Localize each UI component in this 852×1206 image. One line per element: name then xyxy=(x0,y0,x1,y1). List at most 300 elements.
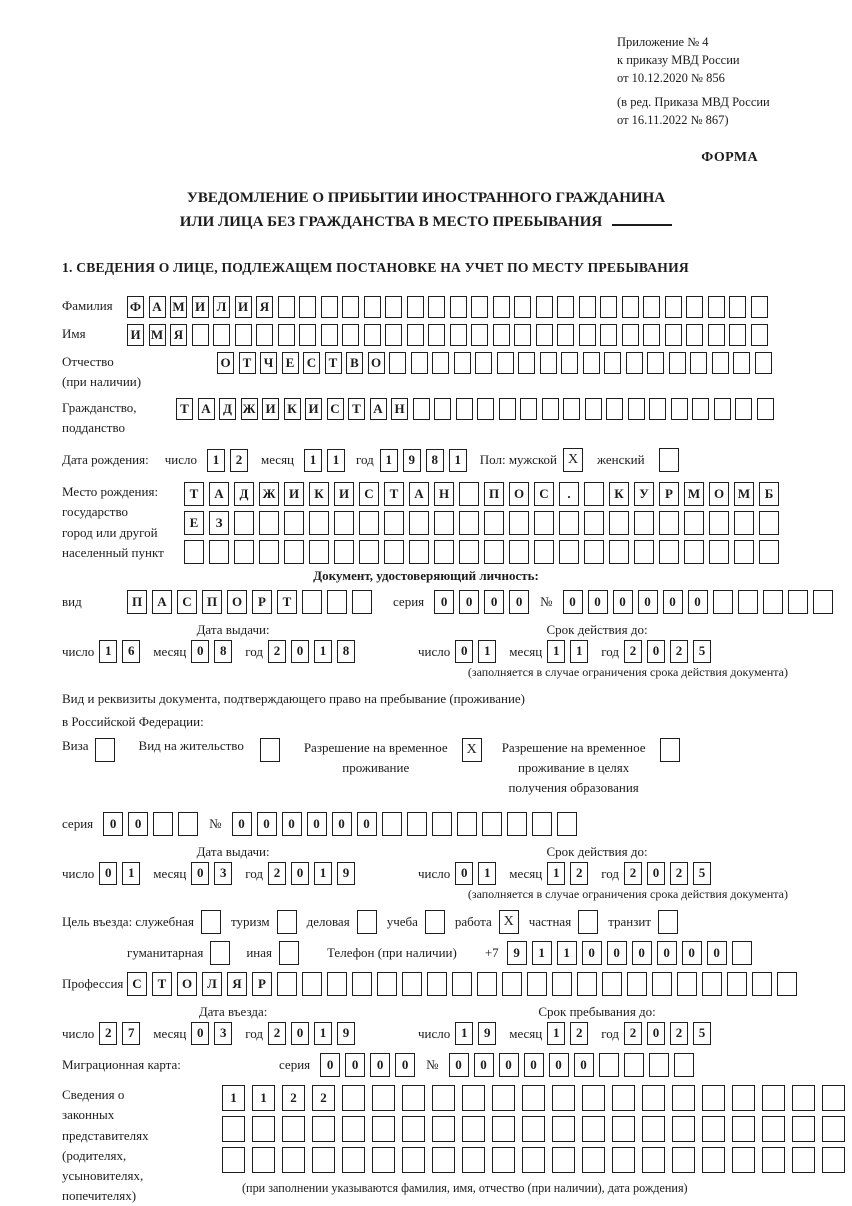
char-cell[interactable] xyxy=(327,590,347,614)
char-cell[interactable]: Я xyxy=(227,972,247,996)
char-cell[interactable]: 0 xyxy=(307,812,327,836)
char-cell[interactable] xyxy=(428,324,445,346)
char-cell[interactable]: 1 xyxy=(99,640,117,663)
char-cell[interactable] xyxy=(582,1147,605,1173)
char-cell[interactable] xyxy=(434,398,451,420)
char-cell[interactable] xyxy=(518,352,535,374)
char-cell[interactable] xyxy=(342,296,359,318)
char-cell[interactable] xyxy=(384,540,404,564)
char-cell[interactable]: 0 xyxy=(449,1053,469,1077)
char-cell[interactable] xyxy=(434,511,454,535)
char-cell[interactable]: 0 xyxy=(282,812,302,836)
char-cell[interactable] xyxy=(321,296,338,318)
char-cell[interactable]: 0 xyxy=(257,812,277,836)
char-cell[interactable] xyxy=(402,1116,425,1142)
char-cell[interactable] xyxy=(252,1147,275,1173)
char-cell[interactable] xyxy=(734,511,754,535)
char-cell[interactable] xyxy=(342,1116,365,1142)
char-cell[interactable] xyxy=(579,324,596,346)
char-cell[interactable] xyxy=(714,398,731,420)
char-cell[interactable]: 1 xyxy=(547,862,565,885)
char-cell[interactable] xyxy=(312,1147,335,1173)
char-cell[interactable] xyxy=(334,511,354,535)
char-cell[interactable] xyxy=(757,398,774,420)
char-cell[interactable]: 0 xyxy=(607,941,627,965)
char-cell[interactable] xyxy=(432,1147,455,1173)
char-cell[interactable] xyxy=(686,324,703,346)
char-cell[interactable]: П xyxy=(127,590,147,614)
char-cell[interactable] xyxy=(813,590,833,614)
residence-permit-checkbox[interactable] xyxy=(260,738,280,762)
char-cell[interactable]: 6 xyxy=(122,640,140,663)
char-cell[interactable] xyxy=(385,324,402,346)
char-cell[interactable] xyxy=(299,324,316,346)
char-cell[interactable]: Т xyxy=(325,352,342,374)
private-checkbox[interactable] xyxy=(578,910,598,934)
char-cell[interactable] xyxy=(385,296,402,318)
char-cell[interactable] xyxy=(686,296,703,318)
char-cell[interactable]: Д xyxy=(219,398,236,420)
char-cell[interactable] xyxy=(178,812,198,836)
char-cell[interactable] xyxy=(514,296,531,318)
char-cell[interactable]: М xyxy=(734,482,754,506)
char-cell[interactable]: 0 xyxy=(455,862,473,885)
char-cell[interactable]: И xyxy=(262,398,279,420)
char-cell[interactable] xyxy=(628,398,645,420)
char-cell[interactable] xyxy=(534,540,554,564)
char-cell[interactable]: А xyxy=(209,482,229,506)
char-cell[interactable]: 0 xyxy=(357,812,377,836)
char-cell[interactable] xyxy=(622,296,639,318)
char-cell[interactable]: 8 xyxy=(337,640,355,663)
char-cell[interactable] xyxy=(428,296,445,318)
char-cell[interactable] xyxy=(342,1147,365,1173)
char-cell[interactable] xyxy=(407,324,424,346)
char-cell[interactable] xyxy=(222,1116,245,1142)
char-cell[interactable] xyxy=(536,296,553,318)
official-checkbox[interactable] xyxy=(201,910,221,934)
char-cell[interactable]: Т xyxy=(176,398,193,420)
char-cell[interactable] xyxy=(702,1116,725,1142)
char-cell[interactable] xyxy=(493,324,510,346)
char-cell[interactable]: И xyxy=(127,324,144,346)
char-cell[interactable]: Ж xyxy=(241,398,258,420)
char-cell[interactable] xyxy=(278,324,295,346)
char-cell[interactable] xyxy=(377,972,397,996)
char-cell[interactable] xyxy=(557,296,574,318)
char-cell[interactable] xyxy=(364,324,381,346)
char-cell[interactable] xyxy=(484,540,504,564)
char-cell[interactable] xyxy=(734,540,754,564)
char-cell[interactable]: Л xyxy=(202,972,222,996)
char-cell[interactable] xyxy=(763,590,783,614)
char-cell[interactable] xyxy=(509,540,529,564)
char-cell[interactable]: Н xyxy=(434,482,454,506)
char-cell[interactable] xyxy=(402,1085,425,1111)
char-cell[interactable]: 1 xyxy=(455,1022,473,1045)
char-cell[interactable]: К xyxy=(284,398,301,420)
char-cell[interactable] xyxy=(284,540,304,564)
char-cell[interactable] xyxy=(732,1147,755,1173)
char-cell[interactable]: 0 xyxy=(370,1053,390,1077)
char-cell[interactable]: 0 xyxy=(638,590,658,614)
char-cell[interactable]: Я xyxy=(170,324,187,346)
char-cell[interactable] xyxy=(359,540,379,564)
char-cell[interactable] xyxy=(751,296,768,318)
char-cell[interactable]: М xyxy=(170,296,187,318)
char-cell[interactable] xyxy=(459,482,479,506)
char-cell[interactable] xyxy=(402,972,422,996)
char-cell[interactable]: 0 xyxy=(647,862,665,885)
char-cell[interactable] xyxy=(450,324,467,346)
char-cell[interactable] xyxy=(583,352,600,374)
char-cell[interactable]: 9 xyxy=(337,862,355,885)
char-cell[interactable] xyxy=(282,1147,305,1173)
char-cell[interactable] xyxy=(759,540,779,564)
char-cell[interactable]: А xyxy=(152,590,172,614)
char-cell[interactable]: 5 xyxy=(693,862,711,885)
char-cell[interactable] xyxy=(622,324,639,346)
char-cell[interactable]: 0 xyxy=(632,941,652,965)
char-cell[interactable] xyxy=(457,812,477,836)
char-cell[interactable]: 0 xyxy=(291,862,309,885)
char-cell[interactable] xyxy=(459,511,479,535)
char-cell[interactable]: 0 xyxy=(291,1022,309,1045)
char-cell[interactable]: 2 xyxy=(268,862,286,885)
char-cell[interactable] xyxy=(600,296,617,318)
char-cell[interactable]: 0 xyxy=(103,812,123,836)
char-cell[interactable] xyxy=(733,352,750,374)
char-cell[interactable] xyxy=(302,972,322,996)
char-cell[interactable] xyxy=(389,352,406,374)
char-cell[interactable] xyxy=(579,296,596,318)
char-cell[interactable]: Ф xyxy=(127,296,144,318)
char-cell[interactable] xyxy=(732,1116,755,1142)
char-cell[interactable]: 1 xyxy=(547,1022,565,1045)
char-cell[interactable]: И xyxy=(192,296,209,318)
char-cell[interactable]: О xyxy=(368,352,385,374)
char-cell[interactable]: О xyxy=(177,972,197,996)
char-cell[interactable] xyxy=(492,1147,515,1173)
char-cell[interactable] xyxy=(259,511,279,535)
char-cell[interactable] xyxy=(702,1085,725,1111)
char-cell[interactable]: Т xyxy=(348,398,365,420)
char-cell[interactable] xyxy=(708,324,725,346)
business-checkbox[interactable] xyxy=(357,910,377,934)
char-cell[interactable] xyxy=(522,1116,545,1142)
char-cell[interactable] xyxy=(459,540,479,564)
char-cell[interactable] xyxy=(642,1147,665,1173)
char-cell[interactable] xyxy=(432,352,449,374)
char-cell[interactable] xyxy=(732,1085,755,1111)
temp-residence-checkbox[interactable]: X xyxy=(462,738,482,762)
char-cell[interactable] xyxy=(792,1147,815,1173)
char-cell[interactable] xyxy=(612,1147,635,1173)
char-cell[interactable] xyxy=(752,972,772,996)
char-cell[interactable] xyxy=(713,590,733,614)
char-cell[interactable] xyxy=(407,812,427,836)
transit-checkbox[interactable] xyxy=(658,910,678,934)
char-cell[interactable]: 1 xyxy=(314,1022,332,1045)
char-cell[interactable] xyxy=(759,511,779,535)
char-cell[interactable] xyxy=(536,324,553,346)
char-cell[interactable] xyxy=(788,590,808,614)
char-cell[interactable]: 0 xyxy=(191,862,209,885)
char-cell[interactable]: Т xyxy=(277,590,297,614)
char-cell[interactable] xyxy=(563,398,580,420)
char-cell[interactable]: 9 xyxy=(507,941,527,965)
char-cell[interactable]: 1 xyxy=(207,449,225,472)
char-cell[interactable] xyxy=(792,1085,815,1111)
char-cell[interactable] xyxy=(234,540,254,564)
char-cell[interactable] xyxy=(532,812,552,836)
char-cell[interactable] xyxy=(522,1085,545,1111)
temp-edu-checkbox[interactable] xyxy=(660,738,680,762)
char-cell[interactable]: 0 xyxy=(499,1053,519,1077)
char-cell[interactable]: 9 xyxy=(478,1022,496,1045)
visa-checkbox[interactable] xyxy=(95,738,115,762)
char-cell[interactable]: 0 xyxy=(647,640,665,663)
char-cell[interactable] xyxy=(507,812,527,836)
char-cell[interactable]: 0 xyxy=(582,941,602,965)
char-cell[interactable] xyxy=(471,324,488,346)
char-cell[interactable] xyxy=(450,296,467,318)
char-cell[interactable]: 2 xyxy=(670,1022,688,1045)
tourism-checkbox[interactable] xyxy=(277,910,297,934)
char-cell[interactable] xyxy=(584,511,604,535)
char-cell[interactable] xyxy=(612,1116,635,1142)
char-cell[interactable] xyxy=(153,812,173,836)
char-cell[interactable]: 2 xyxy=(570,862,588,885)
char-cell[interactable] xyxy=(432,1085,455,1111)
char-cell[interactable]: Л xyxy=(213,296,230,318)
char-cell[interactable]: 3 xyxy=(214,1022,232,1045)
char-cell[interactable] xyxy=(234,511,254,535)
char-cell[interactable] xyxy=(352,590,372,614)
char-cell[interactable]: 2 xyxy=(268,1022,286,1045)
char-cell[interactable] xyxy=(702,972,722,996)
char-cell[interactable]: 0 xyxy=(191,640,209,663)
char-cell[interactable] xyxy=(709,511,729,535)
char-cell[interactable]: 0 xyxy=(455,640,473,663)
char-cell[interactable]: 2 xyxy=(99,1022,117,1045)
char-cell[interactable]: 9 xyxy=(403,449,421,472)
char-cell[interactable]: 1 xyxy=(557,941,577,965)
char-cell[interactable] xyxy=(626,352,643,374)
char-cell[interactable] xyxy=(352,972,372,996)
char-cell[interactable]: 9 xyxy=(337,1022,355,1045)
char-cell[interactable]: К xyxy=(609,482,629,506)
char-cell[interactable] xyxy=(738,590,758,614)
char-cell[interactable]: В xyxy=(346,352,363,374)
char-cell[interactable] xyxy=(709,540,729,564)
char-cell[interactable] xyxy=(321,324,338,346)
char-cell[interactable]: 1 xyxy=(547,640,565,663)
char-cell[interactable]: 0 xyxy=(663,590,683,614)
char-cell[interactable]: 0 xyxy=(99,862,117,885)
char-cell[interactable] xyxy=(751,324,768,346)
char-cell[interactable]: 0 xyxy=(232,812,252,836)
char-cell[interactable] xyxy=(672,1147,695,1173)
char-cell[interactable]: 0 xyxy=(332,812,352,836)
char-cell[interactable] xyxy=(552,1085,575,1111)
char-cell[interactable] xyxy=(413,398,430,420)
char-cell[interactable] xyxy=(659,540,679,564)
char-cell[interactable] xyxy=(372,1147,395,1173)
char-cell[interactable] xyxy=(252,1116,275,1142)
char-cell[interactable]: З xyxy=(209,511,229,535)
char-cell[interactable]: Р xyxy=(252,590,272,614)
char-cell[interactable] xyxy=(540,352,557,374)
char-cell[interactable] xyxy=(184,540,204,564)
char-cell[interactable] xyxy=(755,352,772,374)
char-cell[interactable]: 0 xyxy=(688,590,708,614)
char-cell[interactable]: Р xyxy=(659,482,679,506)
char-cell[interactable] xyxy=(652,972,672,996)
char-cell[interactable] xyxy=(282,1116,305,1142)
work-checkbox[interactable]: X xyxy=(499,910,519,934)
char-cell[interactable] xyxy=(599,1053,619,1077)
char-cell[interactable] xyxy=(327,972,347,996)
char-cell[interactable] xyxy=(727,972,747,996)
char-cell[interactable] xyxy=(432,812,452,836)
char-cell[interactable] xyxy=(712,352,729,374)
char-cell[interactable]: Д xyxy=(234,482,254,506)
char-cell[interactable] xyxy=(634,511,654,535)
char-cell[interactable] xyxy=(499,398,516,420)
char-cell[interactable] xyxy=(522,1147,545,1173)
char-cell[interactable] xyxy=(462,1116,485,1142)
char-cell[interactable]: 2 xyxy=(570,1022,588,1045)
char-cell[interactable]: 0 xyxy=(128,812,148,836)
char-cell[interactable] xyxy=(643,324,660,346)
char-cell[interactable] xyxy=(462,1147,485,1173)
char-cell[interactable]: 0 xyxy=(291,640,309,663)
char-cell[interactable] xyxy=(192,324,209,346)
char-cell[interactable] xyxy=(309,540,329,564)
char-cell[interactable]: 0 xyxy=(524,1053,544,1077)
char-cell[interactable]: 0 xyxy=(459,590,479,614)
char-cell[interactable]: 8 xyxy=(426,449,444,472)
char-cell[interactable]: 0 xyxy=(682,941,702,965)
char-cell[interactable]: У xyxy=(634,482,654,506)
char-cell[interactable] xyxy=(606,398,623,420)
char-cell[interactable]: 5 xyxy=(693,1022,711,1045)
char-cell[interactable] xyxy=(475,352,492,374)
char-cell[interactable] xyxy=(384,511,404,535)
char-cell[interactable]: 1 xyxy=(570,640,588,663)
char-cell[interactable] xyxy=(520,398,537,420)
char-cell[interactable]: Т xyxy=(384,482,404,506)
other-purpose-checkbox[interactable] xyxy=(279,941,299,965)
char-cell[interactable] xyxy=(427,972,447,996)
char-cell[interactable] xyxy=(434,540,454,564)
char-cell[interactable] xyxy=(561,352,578,374)
char-cell[interactable] xyxy=(672,1085,695,1111)
char-cell[interactable] xyxy=(762,1116,785,1142)
char-cell[interactable]: 3 xyxy=(214,862,232,885)
char-cell[interactable]: 1 xyxy=(222,1085,245,1111)
char-cell[interactable] xyxy=(642,1085,665,1111)
char-cell[interactable] xyxy=(692,398,709,420)
char-cell[interactable] xyxy=(372,1085,395,1111)
char-cell[interactable]: 1 xyxy=(314,640,332,663)
char-cell[interactable] xyxy=(497,352,514,374)
char-cell[interactable]: Т xyxy=(239,352,256,374)
char-cell[interactable] xyxy=(484,511,504,535)
char-cell[interactable]: О xyxy=(227,590,247,614)
char-cell[interactable]: С xyxy=(327,398,344,420)
char-cell[interactable] xyxy=(690,352,707,374)
char-cell[interactable] xyxy=(456,398,473,420)
char-cell[interactable] xyxy=(659,511,679,535)
char-cell[interactable]: О xyxy=(709,482,729,506)
char-cell[interactable] xyxy=(342,324,359,346)
char-cell[interactable] xyxy=(213,324,230,346)
char-cell[interactable]: 0 xyxy=(395,1053,415,1077)
char-cell[interactable]: 0 xyxy=(509,590,529,614)
char-cell[interactable] xyxy=(552,1116,575,1142)
char-cell[interactable] xyxy=(493,296,510,318)
char-cell[interactable] xyxy=(382,812,402,836)
char-cell[interactable] xyxy=(600,324,617,346)
char-cell[interactable] xyxy=(509,511,529,535)
char-cell[interactable]: 2 xyxy=(312,1085,335,1111)
char-cell[interactable] xyxy=(402,1147,425,1173)
char-cell[interactable] xyxy=(278,296,295,318)
char-cell[interactable] xyxy=(432,1116,455,1142)
char-cell[interactable]: 1 xyxy=(478,640,496,663)
char-cell[interactable]: С xyxy=(303,352,320,374)
char-cell[interactable]: Е xyxy=(184,511,204,535)
char-cell[interactable]: П xyxy=(484,482,504,506)
char-cell[interactable] xyxy=(534,511,554,535)
char-cell[interactable]: Р xyxy=(252,972,272,996)
char-cell[interactable] xyxy=(312,1116,335,1142)
char-cell[interactable] xyxy=(584,482,604,506)
char-cell[interactable]: И xyxy=(334,482,354,506)
char-cell[interactable] xyxy=(542,398,559,420)
char-cell[interactable] xyxy=(684,540,704,564)
char-cell[interactable]: К xyxy=(309,482,329,506)
char-cell[interactable] xyxy=(477,398,494,420)
char-cell[interactable]: . xyxy=(559,482,579,506)
char-cell[interactable] xyxy=(409,511,429,535)
char-cell[interactable] xyxy=(557,324,574,346)
char-cell[interactable] xyxy=(557,812,577,836)
char-cell[interactable] xyxy=(222,1147,245,1173)
char-cell[interactable] xyxy=(609,540,629,564)
char-cell[interactable] xyxy=(577,972,597,996)
char-cell[interactable] xyxy=(822,1085,845,1111)
char-cell[interactable] xyxy=(299,296,316,318)
char-cell[interactable] xyxy=(409,540,429,564)
char-cell[interactable] xyxy=(792,1116,815,1142)
char-cell[interactable] xyxy=(602,972,622,996)
char-cell[interactable] xyxy=(647,352,664,374)
char-cell[interactable] xyxy=(649,1053,669,1077)
char-cell[interactable] xyxy=(407,296,424,318)
char-cell[interactable] xyxy=(552,1147,575,1173)
char-cell[interactable] xyxy=(259,540,279,564)
char-cell[interactable] xyxy=(492,1085,515,1111)
char-cell[interactable] xyxy=(559,540,579,564)
char-cell[interactable] xyxy=(514,324,531,346)
char-cell[interactable]: 0 xyxy=(484,590,504,614)
char-cell[interactable] xyxy=(342,1085,365,1111)
char-cell[interactable] xyxy=(209,540,229,564)
char-cell[interactable] xyxy=(334,540,354,564)
